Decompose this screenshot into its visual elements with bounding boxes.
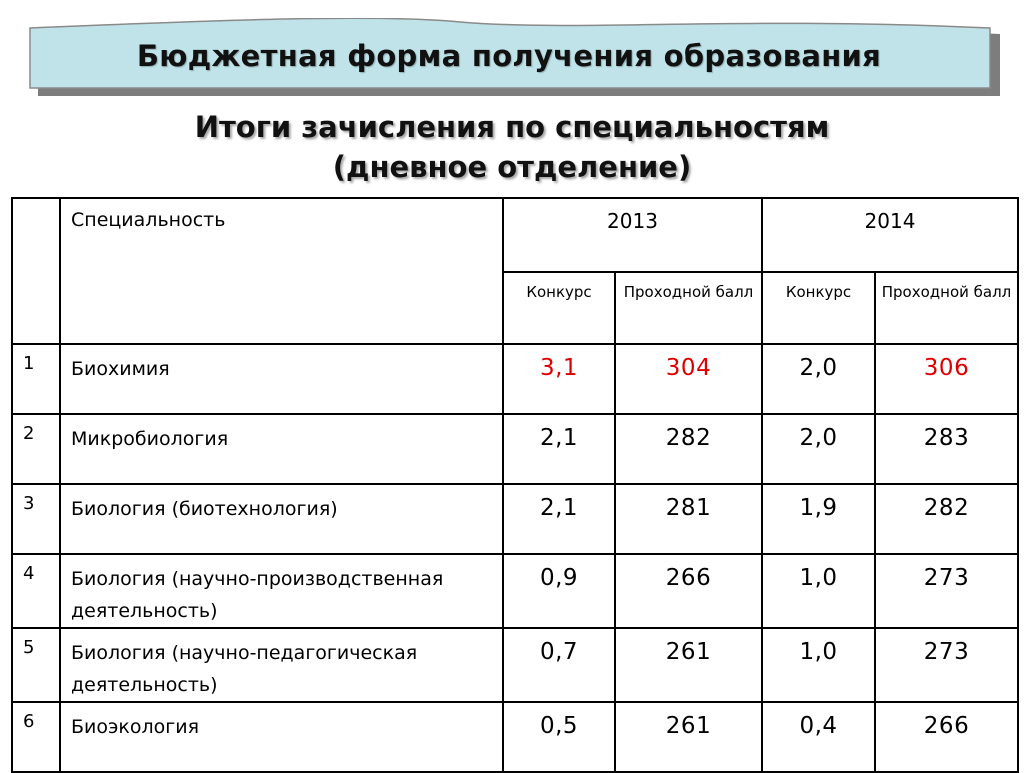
table-header-row bbox=[12, 198, 1018, 272]
table-row bbox=[12, 414, 1018, 484]
specialty-name: Микробиология bbox=[60, 414, 503, 484]
subtitle-line-2: (дневное отделение) bbox=[332, 150, 692, 184]
pass-score-2014: 283 bbox=[875, 414, 1018, 484]
pass-score-2014: 306 bbox=[875, 344, 1018, 414]
competition-2013: 2,1 bbox=[503, 414, 615, 484]
header-year-2014: 2014 bbox=[762, 198, 1018, 272]
table-row bbox=[12, 554, 1018, 628]
competition-2013: 2,1 bbox=[503, 484, 615, 554]
subheader-competition-2013: Конкурс bbox=[503, 272, 615, 344]
competition-2013: 0,9 bbox=[503, 554, 615, 628]
specialty-name: Биология (научно-производственная деятельность) bbox=[60, 554, 503, 628]
row-number: 1 bbox=[12, 344, 60, 414]
pass-score-2014: 273 bbox=[875, 554, 1018, 628]
specialty-name: Биохимия bbox=[60, 344, 503, 414]
admission-results-table bbox=[11, 197, 1019, 773]
specialty-name: Биоэкология bbox=[60, 702, 503, 772]
pass-score-2013: 261 bbox=[615, 628, 762, 702]
competition-2014: 0,4 bbox=[762, 702, 875, 772]
header-num-cell bbox=[12, 198, 60, 344]
pass-score-2014: 266 bbox=[875, 702, 1018, 772]
subheader-pass-score-2014: Проходной балл bbox=[875, 272, 1018, 344]
pass-score-2014: 273 bbox=[875, 628, 1018, 702]
subheader-competition-2014: Конкурс bbox=[762, 272, 875, 344]
row-number: 6 bbox=[12, 702, 60, 772]
page-title: Бюджетная форма получения образования bbox=[136, 39, 882, 73]
header-specialty: Специальность bbox=[60, 198, 503, 344]
competition-2014: 2,0 bbox=[762, 344, 875, 414]
subheader-pass-score-2013: Проходной балл bbox=[615, 272, 762, 344]
row-number: 3 bbox=[12, 484, 60, 554]
table-row bbox=[12, 628, 1018, 702]
pass-score-2013: 266 bbox=[615, 554, 762, 628]
pass-score-2013: 281 bbox=[615, 484, 762, 554]
header-year-2013: 2013 bbox=[503, 198, 762, 272]
pass-score-2013: 261 bbox=[615, 702, 762, 772]
table-row bbox=[12, 702, 1018, 772]
subtitle-line-1: Итоги зачисления по специальностям bbox=[194, 110, 830, 144]
competition-2014: 1,9 bbox=[762, 484, 875, 554]
row-number: 4 bbox=[12, 554, 60, 628]
specialty-name: Биология (научно-педагогическая деятельность) bbox=[60, 628, 503, 702]
pass-score-2014: 282 bbox=[875, 484, 1018, 554]
specialty-name: Биология (биотехнология) bbox=[60, 484, 503, 554]
competition-2013: 3,1 bbox=[503, 344, 615, 414]
competition-2013: 0,5 bbox=[503, 702, 615, 772]
pass-score-2013: 282 bbox=[615, 414, 762, 484]
title-banner bbox=[28, 18, 990, 88]
competition-2013: 0,7 bbox=[503, 628, 615, 702]
competition-2014: 1,0 bbox=[762, 554, 875, 628]
table-row bbox=[12, 484, 1018, 554]
table-row bbox=[12, 344, 1018, 414]
row-number: 2 bbox=[12, 414, 60, 484]
row-number: 5 bbox=[12, 628, 60, 702]
pass-score-2013: 304 bbox=[615, 344, 762, 414]
competition-2014: 2,0 bbox=[762, 414, 875, 484]
competition-2014: 1,0 bbox=[762, 628, 875, 702]
